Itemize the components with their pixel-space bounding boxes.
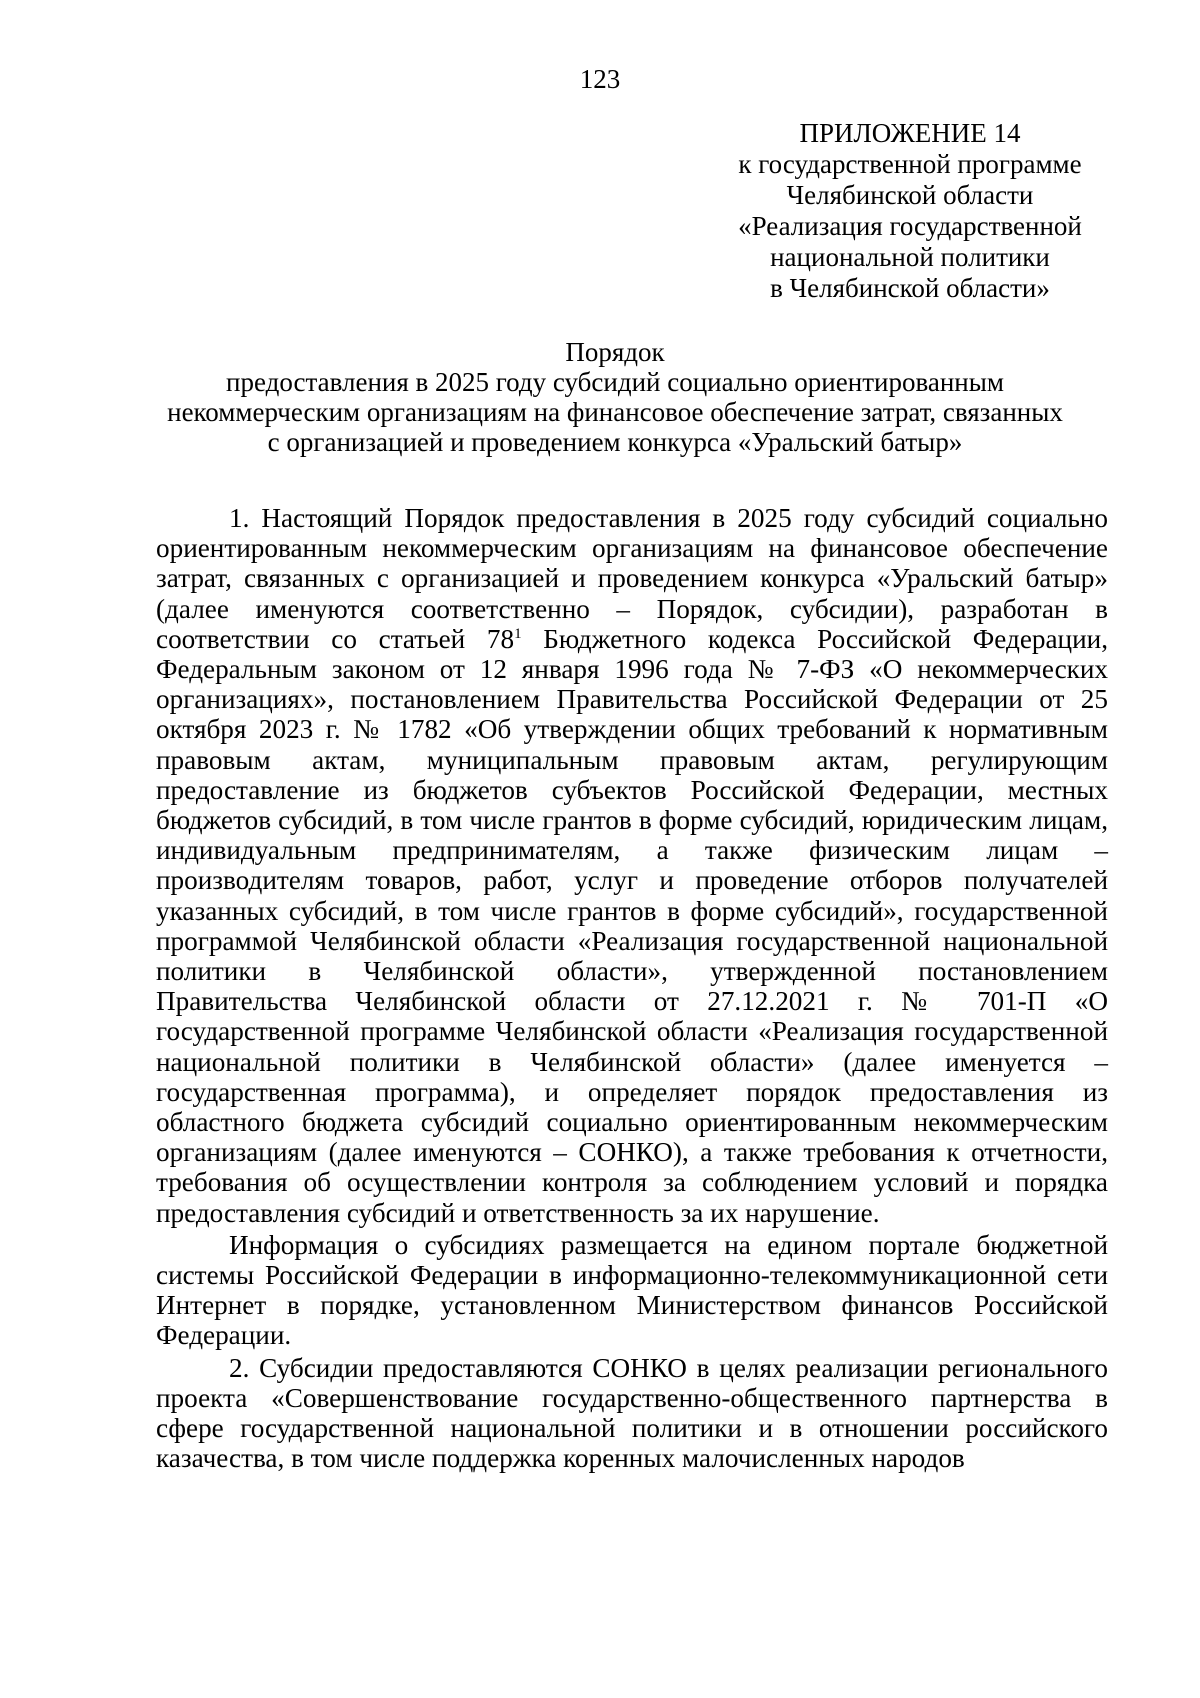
paragraph-1-text-cont: Бюджетного кодекса Российской Федерации, Федеральным законом от 12 января 1996 года № 7-ФЗ «О некоммерческих организациях», постановлением Правительства Российской Федерации от 25 октября 2023 г. № 1782 «Об утверждении общих требований к нормативным правовым актам, муниципальным правовым актам, регулирующим предоставление из бюджетов субъектов Российской Федерации, местных бюджетов субсидий, в том числе грантов в форме субсидий, юридическим лицам, индивидуальным предпринимателям, а также физическим лицам – производителям товаров, работ, услуг и проведение отборов получателей указанных субсидий, в том числе грантов в форме субсидий», государственной программой Челябинской области «Реализация государственной национальной политики в Челябинской области», утвержденной постановлением Правительства Челябинской области от 27.12.2021 г. № 701-П «О государственной программе Челябинской области «Реализация государственной национальной политики в Челябинской области» (далее именуется – государственная программа), и определяет порядок предоставления из областного бюджета субсидий социально ориентированным некоммерческим организациям (далее именуются – СОНКО), а также требования к отчетности, требования об осуществлении контроля за соблюдением условий и порядка предоставления субсидий и ответственность за их нарушение. (156, 623, 1108, 1228)
appendix-line: к государственной программе (738, 149, 1082, 179)
paragraph-2: Информация о субсидиях размещается на едином портале бюджетной системы Российской Федерации в информационно-телекоммуникационной сети Интернет в порядке, установленном Министерством финансов Российской Федерации. (156, 1229, 1108, 1351)
superscript: 1 (514, 625, 522, 642)
document-title (150, 337, 1080, 457)
appendix-line: в Челябинской области» (770, 273, 1050, 303)
appendix-line: «Реализация государственной (738, 211, 1082, 241)
paragraph-3: 2. Субсидии предоставляются СОНКО в целях реализации регионального проекта «Совершенствование государственно-общественного партнерства в сфере государственной национальной политики и в отношении российского казачества, в том числе поддержка коренных малочисленных народов (156, 1352, 1108, 1474)
appendix-line: национальной политики (770, 242, 1050, 272)
appendix-title: ПРИЛОЖЕНИЕ 14 (799, 118, 1021, 148)
order-subtitle-line: некоммерческим организациям на финансовое обеспечение затрат, связанных (167, 397, 1063, 427)
order-heading: Порядок (565, 337, 665, 367)
order-subtitle-line: предоставления в 2025 году субсидий социально ориентированным (226, 367, 1004, 397)
appendix-line: Челябинской области (786, 180, 1034, 210)
order-subtitle-line: с организацией и проведением конкурса «Уральский батыр» (267, 427, 963, 457)
page-number: 123 (579, 64, 621, 94)
document-body (156, 503, 1108, 1476)
paragraph-1 (156, 503, 1108, 1228)
paragraph-1-text: 1. Настоящий Порядок предоставления в 2025 году субсидий социально ориентированным некоммерческим организациям на финансовое обеспечение затрат, связанных с организацией и проведением конкурса «Уральский батыр» (далее именуются соответственно – Порядок, субсидии), разработан в соответствии со статьей 78 (156, 503, 1108, 654)
appendix-header (710, 118, 1110, 304)
